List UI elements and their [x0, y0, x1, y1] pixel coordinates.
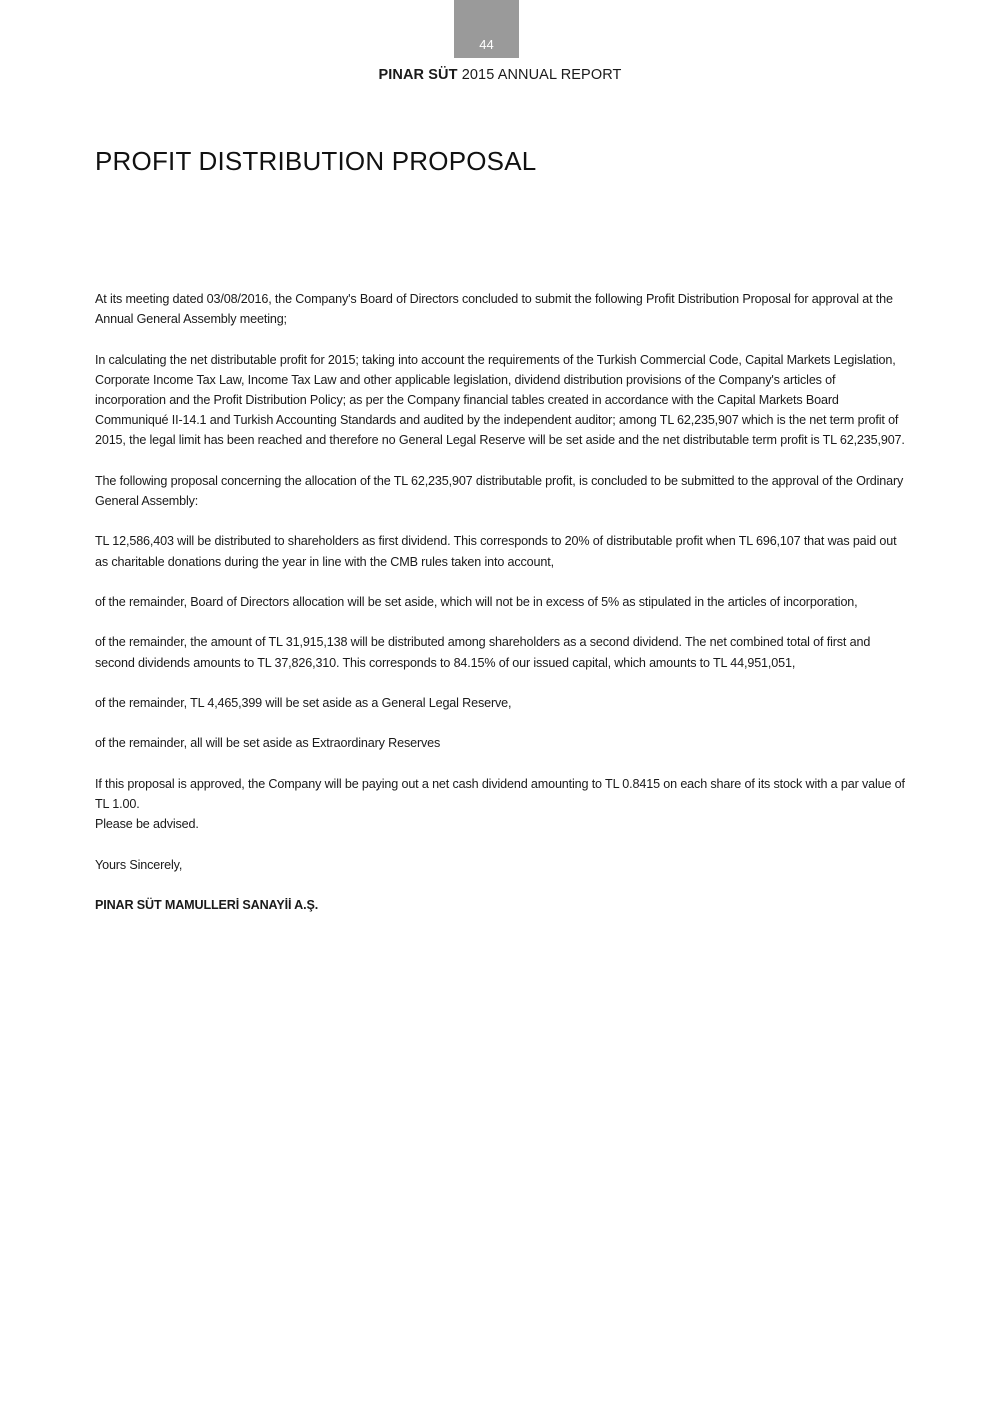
paragraph-extraordinary-reserves: of the remainder, all will be set aside as Extraordinary Reserves — [95, 736, 441, 751]
running-header — [0, 67, 1000, 83]
page-number-tab — [454, 0, 519, 58]
page-number: 44 — [479, 37, 494, 52]
paragraph-meeting: At its meeting dated 03/08/2016, the Company's Board of Directors concluded to submit the following Profit Distribution Proposal for approval at the Annual General Assembly meeting; — [95, 292, 893, 327]
header-brand: PINAR SÜT — [378, 67, 458, 83]
paragraph-calculation: In calculating the net distributable profit for 2015; taking into account the requirements of the Turkish Commercial Code, Capital Markets Legislation, Corporate Income Tax Law, Income Tax Law and other applicable legislation, dividend distribution provisions of the Company's articles of incorporation and the Profit Distribution Policy; as per the Company financial tables created in accordance with the Capital Markets Board Communiqué II-14.1 and Turkish Accounting Standards and audited by the independent auditor; among TL 62,235,907 which is the net term profit of 2015, the legal limit has been reached and therefore no General Legal Reserve will be set aside and the net distributable term profit is TL 62,235,907. — [95, 352, 905, 448]
proposal-body — [95, 289, 907, 935]
paragraph-advised: Please be advised. — [95, 817, 199, 832]
paragraph-allocation-intro: The following proposal concerning the allocation of the TL 62,235,907 distributable profit, is concluded to be submitted to the approval of the Ordinary General Assembly: — [95, 473, 904, 508]
header-report-title: 2015 ANNUAL REPORT — [461, 67, 622, 83]
paragraph-cash-dividend: If this proposal is approved, the Company will be paying out a net cash dividend amounting to TL 0.8415 on each share of its stock with a par value of TL 1.00. — [95, 776, 905, 811]
paragraph-second-dividend: of the remainder, the amount of TL 31,915,138 will be distributed among shareholders as a second dividend. The net combined total of first and second dividends amounts to TL 37,826,310. This corresponds to 84.15% of our issued capital, which amounts to TL 44,951,051, — [95, 635, 871, 670]
paragraph-closing: Yours Sincerely, — [95, 857, 183, 872]
paragraph-board-allocation: of the remainder, Board of Directors allocation will be set aside, which will not be in excess of 5% as stipulated in the articles of incorporation, — [95, 594, 858, 609]
page-title: PROFIT DISTRIBUTION PROPOSAL — [95, 146, 537, 176]
signatory: PINAR SÜT MAMULLERİ SANAYİİ A.Ş. — [95, 897, 319, 912]
paragraph-first-dividend: TL 12,586,403 will be distributed to shareholders as first dividend. This corresponds to 20% of distributable profit when TL 696,107 that was paid out as charitable donations during the year in line with the CMB rules taken into account, — [95, 534, 897, 569]
paragraph-legal-reserve: of the remainder, TL 4,465,399 will be set aside as a General Legal Reserve, — [95, 695, 512, 710]
